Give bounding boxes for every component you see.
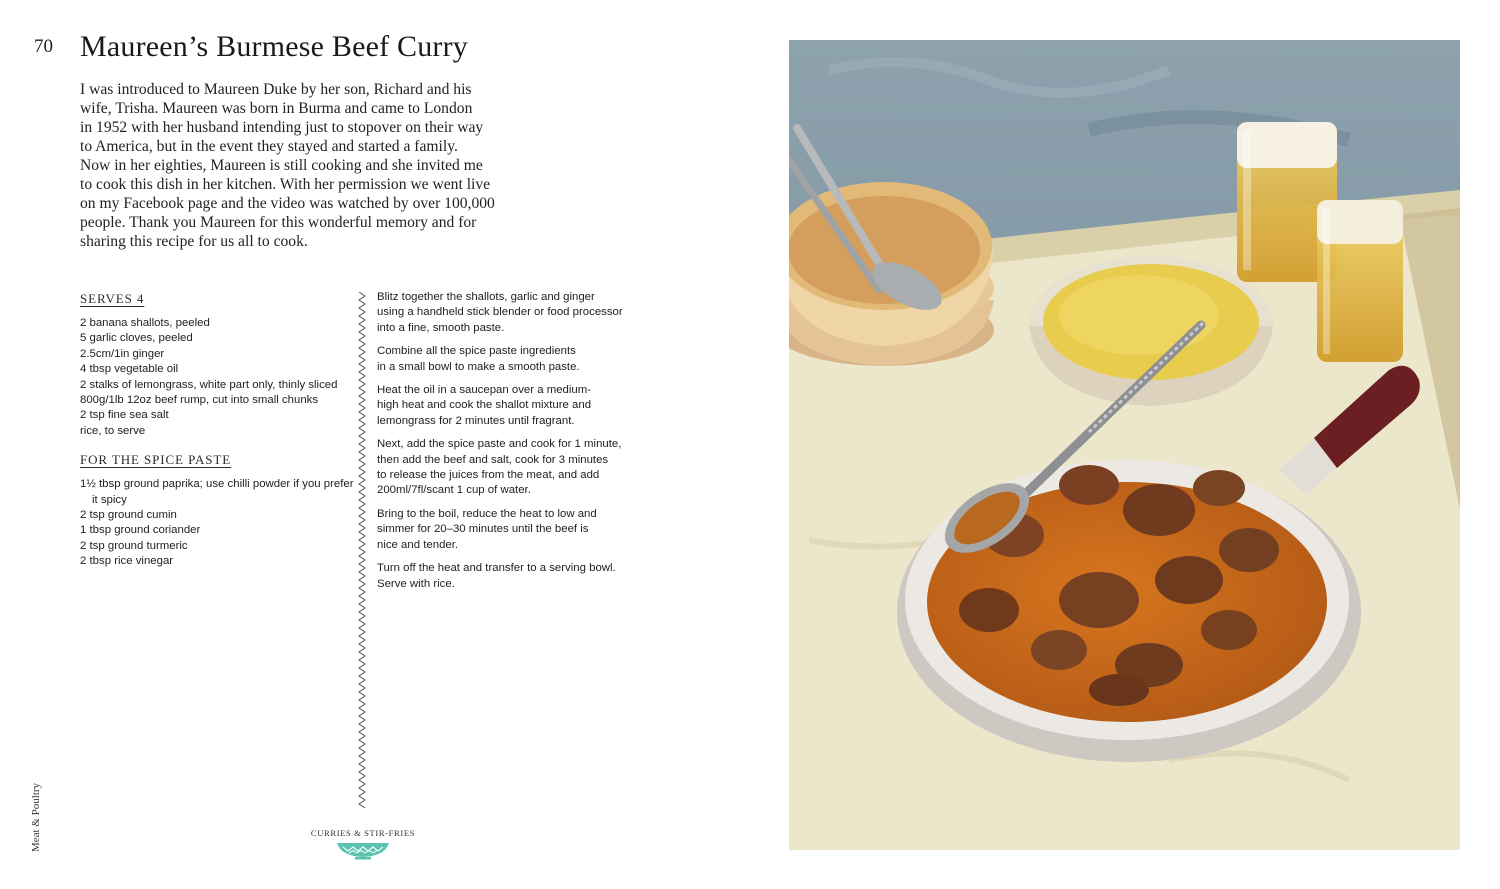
method-line: using a handheld stick blender or food processor bbox=[377, 306, 623, 319]
method-line: Bring to the boil, reduce the heat to low and bbox=[377, 507, 597, 520]
intro-line: wife, Trisha. Maureen was born in Burma and came to London bbox=[80, 100, 473, 117]
method-line: simmer for 20–30 minutes until the beef is bbox=[377, 523, 589, 536]
method-step bbox=[377, 344, 667, 375]
intro-line: in 1952 with her husband intending just to stopover on their way bbox=[80, 119, 484, 136]
method-line: Turn off the heat and transfer to a serving bowl. bbox=[377, 562, 616, 575]
intro-line: to America, but in the event they stayed and started a family. bbox=[80, 138, 458, 155]
intro-line: Now in her eighties, Maureen is still cooking and she invited me bbox=[80, 157, 483, 174]
method-line: Next, add the spice paste and cook for 1 minute, bbox=[377, 438, 622, 451]
method-step bbox=[377, 437, 667, 499]
ingredient-item: 5 garlic cloves, peeled bbox=[80, 332, 193, 345]
spice-paste-heading: FOR THE SPICE PASTE bbox=[80, 452, 232, 468]
ingredient-item: 2 tsp fine sea salt bbox=[80, 409, 169, 422]
section-side-label: Meat & Poultry bbox=[30, 782, 42, 852]
method-line: 200ml/7fl/scant 1 cup of water. bbox=[377, 484, 531, 497]
ingredient-item: 2.5cm/1in ginger bbox=[80, 347, 165, 360]
ingredient-item: 1½ tbsp ground paprika; use chilli powder if you prefer it spicy bbox=[80, 478, 354, 506]
ingredient-item: 1 tbsp ground coriander bbox=[80, 524, 201, 537]
method-line: Serve with rice. bbox=[377, 577, 455, 590]
zigzag-divider bbox=[357, 292, 367, 812]
ingredient-item: 2 stalks of lemongrass, white part only, thinly sliced bbox=[80, 378, 338, 391]
method-line: into a fine, smooth paste. bbox=[377, 321, 505, 334]
method-step bbox=[377, 507, 667, 553]
ingredient-item: 2 tbsp rice vinegar bbox=[80, 555, 174, 568]
method-step bbox=[377, 383, 667, 429]
ingredient-item: 4 tbsp vegetable oil bbox=[80, 363, 179, 376]
recipe-intro bbox=[80, 80, 530, 251]
serves-heading: SERVES 4 bbox=[80, 291, 145, 306]
method-line: high heat and cook the shallot mixture and bbox=[377, 399, 592, 412]
method-line: Combine all the spice paste ingredients bbox=[377, 345, 576, 358]
ingredients-column bbox=[80, 290, 355, 570]
method-line: lemongrass for 2 minutes until fragrant. bbox=[377, 414, 575, 427]
ingredient-item: 2 banana shallots, peeled bbox=[80, 317, 210, 329]
method-line: then add the beef and salt, cook for 3 minutes bbox=[377, 453, 609, 466]
spice-paste-list bbox=[80, 477, 355, 569]
intro-line: people. Thank you Maureen for this wonderful memory and for bbox=[80, 214, 477, 231]
method-step bbox=[377, 290, 667, 336]
ingredient-list bbox=[80, 316, 355, 439]
method-line: nice and tender. bbox=[377, 538, 459, 551]
method-line: to release the juices from the meat, and add bbox=[377, 469, 600, 482]
ingredient-item: rice, to serve bbox=[80, 424, 146, 437]
method-column bbox=[377, 290, 667, 600]
bowl-icon bbox=[335, 840, 391, 860]
method-line: in a small bowl to make a smooth paste. bbox=[377, 360, 580, 373]
method-line: Blitz together the shallots, garlic and ginger bbox=[377, 291, 595, 303]
chapter-label: CURRIES & STIR-FRIES bbox=[310, 828, 416, 838]
recipe-title: Maureen’s Burmese Beef Curry bbox=[80, 30, 468, 63]
ingredient-item: 800g/1lb 12oz beef rump, cut into small chunks bbox=[80, 394, 319, 407]
intro-line: I was introduced to Maureen Duke by her son, Richard and his bbox=[80, 81, 472, 98]
ingredient-item: 2 tsp ground turmeric bbox=[80, 539, 188, 552]
method-step bbox=[377, 561, 667, 592]
intro-line: to cook this dish in her kitchen. With her permission we went live bbox=[80, 176, 491, 193]
intro-line: sharing this recipe for us all to cook. bbox=[80, 233, 308, 250]
method-line: Heat the oil in a saucepan over a medium- bbox=[377, 384, 592, 397]
chapter-footer bbox=[300, 828, 426, 860]
dish-photo bbox=[789, 40, 1460, 850]
ingredient-item: 2 tsp ground cumin bbox=[80, 509, 177, 522]
intro-line: on my Facebook page and the video was watched by over 100,000 bbox=[80, 195, 495, 212]
page-number: 70 bbox=[34, 36, 53, 57]
